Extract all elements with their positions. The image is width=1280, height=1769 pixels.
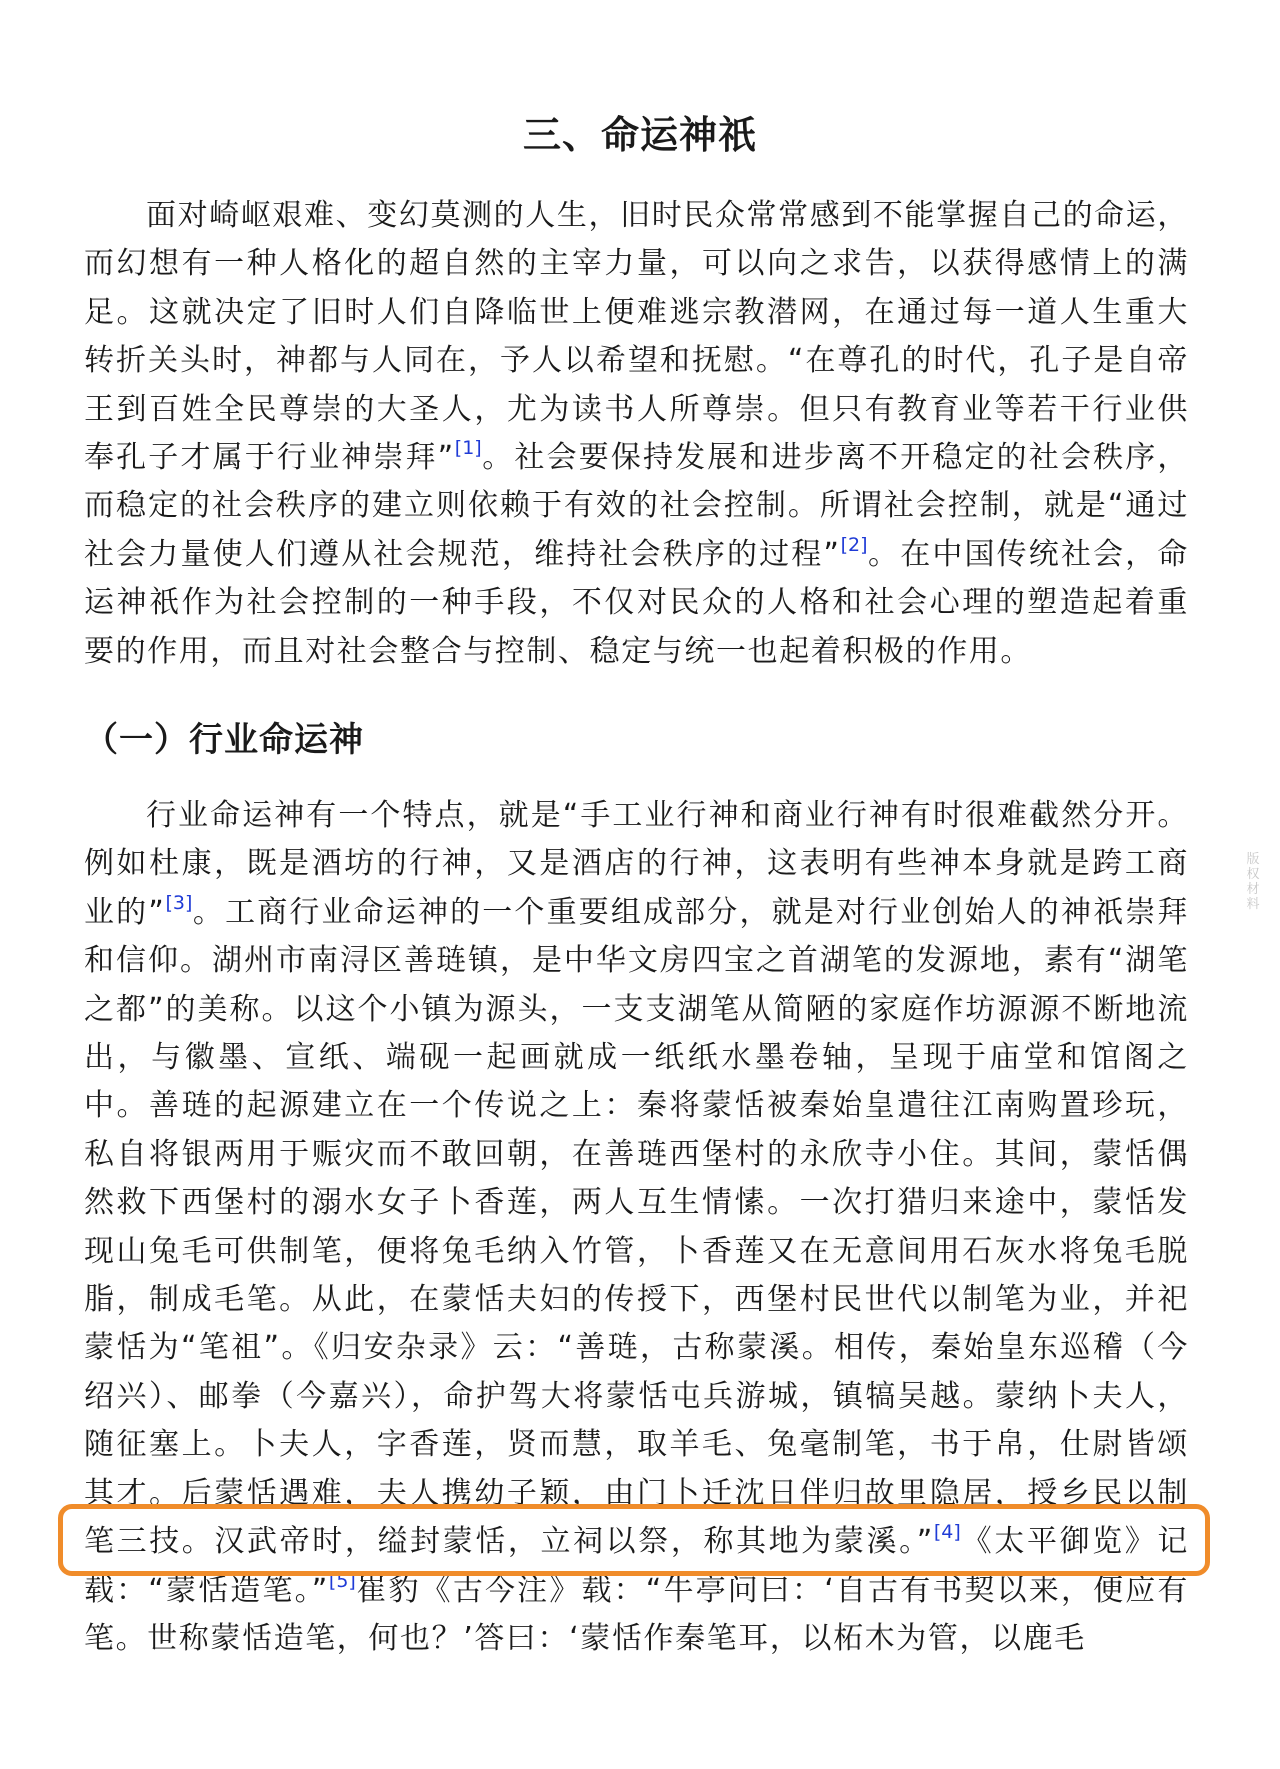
section-heading: （一）行业命运神: [84, 720, 364, 760]
footnote-ref-3[interactable]: [3]: [165, 891, 193, 914]
intro-text-1: 面对崎岖艰难、变幻莫测的人生，旧时民众常常感到不能掌握自己的命运，而幻想有一种人格化的超自然的主宰力量，可以向之求告，以获得感情上的满足。这就决定了旧时人们自降临世上便难逃宗教潜网，在通过每一道人生重大转折关头时，神都与人同在，予人以希望和抚慰。“在尊孔的时代，孔子是自帝王到百姓全民尊崇的大圣人，尤为读书人所尊崇。但只有教育业等若干行业供奉孔子才属于行业神崇拜”: [84, 198, 1189, 476]
section-text-1: 行业命运神有一个特点，就是“手工业行神和商业行神有时很难截然分开。例如杜康，既是酒坊的行神，又是酒店的行神，这表明有些神本身就是跨工商业的”: [84, 798, 1189, 930]
footnote-ref-2[interactable]: [2]: [840, 533, 868, 556]
section-paragraph: [84, 792, 1189, 1663]
section-text-3: 《太平御览》记载：“蒙恬造笔。”: [84, 1524, 1189, 1608]
intro-paragraph: [84, 192, 1189, 676]
section-text-2: 。工商行业命运神的一个重要组成部分，就是对行业创始人的神祇崇拜和信仰。湖州市南浔区善琏镇，是中华文房四宝之首湖笔的发源地，素有“湖笔之都”的美称。以这个小镇为源头，一支支湖笔从简陋的家庭作坊源源不断地流出，与徽墨、宣纸、端砚一起画就成一纸纸水墨卷轴，呈现于庙堂和馆阁之中。善琏的起源建立在一个传说之上：秦将蒙恬被秦始皇遣往江南购置珍玩，私自将银两用于赈灾而不敢回朝，在善琏西堡村的永欣寺小住。其间，蒙恬偶然救下西堡村的溺水女子卜香莲，两人互生情愫。一次打猎归来途中，蒙恬发现山兔毛可供制笔，便将兔毛纳入竹管，卜香莲又在无意间用石灰水将兔毛脱脂，制成毛笔。从此，在蒙恬夫妇的传授下，西堡村民世代以制笔为业，并祀蒙恬为“笔祖”。《归安杂录》云：“善琏，古称蒙溪。相传，秦始皇东巡稽（今绍兴）、邮拳（今嘉兴），命护驾大将蒙恬屯兵游城，镇犒吴越。蒙纳卜夫人，随征塞上。卜夫人，字香莲，贤而慧，取羊毛、兔毫制笔，书于帛，仕尉皆颂其才。后蒙恬遇难，夫人携幼子颖，由门卜迁沈日伴归故里隐居，授乡民以制笔三技。汉武帝时，缢封蒙恬，立祠以祭，称其地为蒙溪。”: [84, 894, 1190, 1560]
footnote-ref-4[interactable]: [4]: [933, 1521, 961, 1544]
section-text-4: 崔豹《古今注》载：“牛亭问曰：‘自古有书契以来，便应有笔。世称蒙恬造笔，何也？’答曰：‘蒙恬作秦笔耳，以柘木为管，以鹿毛: [84, 1572, 1190, 1656]
footnote-ref-5[interactable]: [5]: [328, 1569, 356, 1592]
chapter-title: 三、命运神祇: [522, 113, 757, 157]
footnote-ref-1[interactable]: [1]: [454, 437, 482, 460]
copyright-watermark: 版权材料: [1246, 852, 1260, 912]
intro-text-2: 。社会要保持发展和进步离不开稳定的社会秩序，而稳定的社会秩序的建立则依赖于有效的社会控制。所谓社会控制，就是“通过社会力量使人们遵从社会规范，维持社会秩序的过程”: [84, 440, 1190, 572]
intro-text-3: 。在中国传统社会，命运神祇作为社会控制的一种手段，不仅对民众的人格和社会心理的塑造起着重要的作用，而且对社会整合与控制、稳定与统一也起着积极的作用。: [84, 536, 1189, 669]
